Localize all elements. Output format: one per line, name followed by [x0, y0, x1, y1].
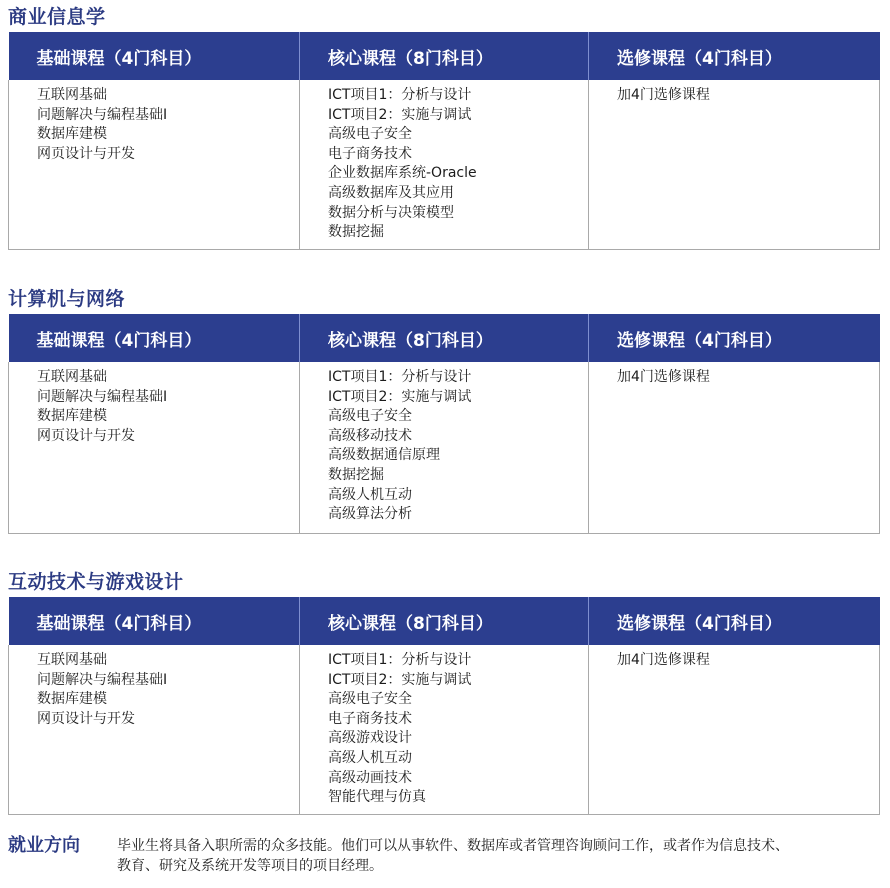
course-item: 网页设计与开发	[37, 710, 135, 727]
column-header-foundation: 基础课程（4门科目）	[9, 32, 300, 80]
table-row	[9, 80, 880, 249]
course-item: 加4门选修课程	[617, 652, 710, 668]
table-header-row	[9, 597, 880, 645]
course-item: 高级人机互动	[328, 749, 412, 766]
program-computing-networks	[8, 284, 879, 534]
course-item: 数据挖掘	[328, 466, 384, 483]
table-row	[9, 645, 880, 814]
course-item: 网页设计与开发	[37, 145, 135, 162]
course-item: 电子商务技术	[328, 145, 412, 162]
course-item: 高级电子安全	[328, 408, 412, 425]
course-item: 高级电子安全	[328, 691, 412, 708]
course-item: 高级游戏设计	[328, 730, 412, 747]
program-title: 计算机与网络	[8, 288, 126, 310]
elective-courses-cell	[589, 645, 880, 814]
core-courses-cell	[300, 645, 589, 814]
course-item: 数据分析与决策模型	[328, 204, 454, 221]
course-item: 高级数据库及其应用	[328, 184, 454, 201]
core-courses-cell	[300, 80, 589, 249]
course-item: 企业数据库系统-Oracle	[328, 165, 477, 182]
course-table	[8, 314, 880, 534]
course-item: 电子商务技术	[328, 710, 412, 727]
column-header-foundation: 基础课程（4门科目）	[9, 314, 300, 362]
program-business-informatics	[8, 2, 879, 250]
course-item: 问题解决与编程基础I	[37, 106, 168, 123]
program-title: 互动技术与游戏设计	[8, 571, 184, 593]
career-text-line: 毕业生将具备入职所需的众多技能。他们可以从事软件、数据库或者管理咨询顾问工作，或者作为信息技术、	[117, 838, 789, 854]
course-item: ICT项目2：实施与调试	[328, 671, 472, 688]
course-item: ICT项目2：实施与调试	[328, 106, 472, 123]
column-header-elective: 选修课程（4门科目）	[589, 32, 880, 80]
table-header-row	[9, 314, 880, 362]
course-item: 加4门选修课程	[617, 87, 710, 103]
course-item: 高级算法分析	[328, 506, 412, 523]
foundation-courses-cell	[9, 80, 300, 249]
course-item: 互联网基础	[37, 652, 107, 668]
course-item: 互联网基础	[37, 87, 107, 103]
course-item: 问题解决与编程基础I	[37, 671, 168, 688]
course-item: ICT项目2：实施与调试	[328, 388, 472, 405]
career-label: 就业方向	[8, 835, 80, 856]
career-section	[8, 832, 879, 876]
program-title: 商业信息学	[8, 6, 106, 28]
course-item: 高级移动技术	[328, 427, 412, 444]
column-header-foundation: 基础课程（4门科目）	[9, 597, 300, 645]
foundation-courses-cell	[9, 362, 300, 533]
table-row	[9, 362, 880, 533]
elective-courses-cell	[589, 80, 880, 249]
course-item: 网页设计与开发	[37, 427, 135, 444]
course-item: 高级动画技术	[328, 769, 412, 786]
course-item: ICT项目1：分析与设计	[328, 369, 472, 385]
program-interactive-tech-game-design	[8, 567, 879, 815]
course-table	[8, 32, 880, 250]
course-item: 数据库建模	[37, 126, 107, 143]
column-header-elective: 选修课程（4门科目）	[589, 314, 880, 362]
course-item: 数据库建模	[37, 691, 107, 708]
career-description	[117, 832, 789, 876]
course-item: 数据库建模	[37, 408, 107, 425]
career-text-line: 教育、研究及系统开发等项目的项目经理。	[117, 858, 383, 874]
course-item: 问题解决与编程基础I	[37, 388, 168, 405]
foundation-courses-cell	[9, 645, 300, 814]
table-header-row	[9, 32, 880, 80]
course-item: ICT项目1：分析与设计	[328, 87, 472, 103]
column-header-core: 核心课程（8门科目）	[300, 597, 589, 645]
course-item: 加4门选修课程	[617, 369, 710, 385]
course-item: 高级数据通信原理	[328, 447, 440, 464]
core-courses-cell	[300, 362, 589, 533]
course-item: 互联网基础	[37, 369, 107, 385]
elective-courses-cell	[589, 362, 880, 533]
column-header-elective: 选修课程（4门科目）	[589, 597, 880, 645]
course-item: 高级人机互动	[328, 486, 412, 503]
column-header-core: 核心课程（8门科目）	[300, 32, 589, 80]
course-item: 数据挖掘	[328, 224, 384, 241]
course-table	[8, 597, 880, 815]
course-item: ICT项目1：分析与设计	[328, 652, 472, 668]
course-item: 高级电子安全	[328, 126, 412, 143]
column-header-core: 核心课程（8门科目）	[300, 314, 589, 362]
course-item: 智能代理与仿真	[328, 789, 426, 806]
